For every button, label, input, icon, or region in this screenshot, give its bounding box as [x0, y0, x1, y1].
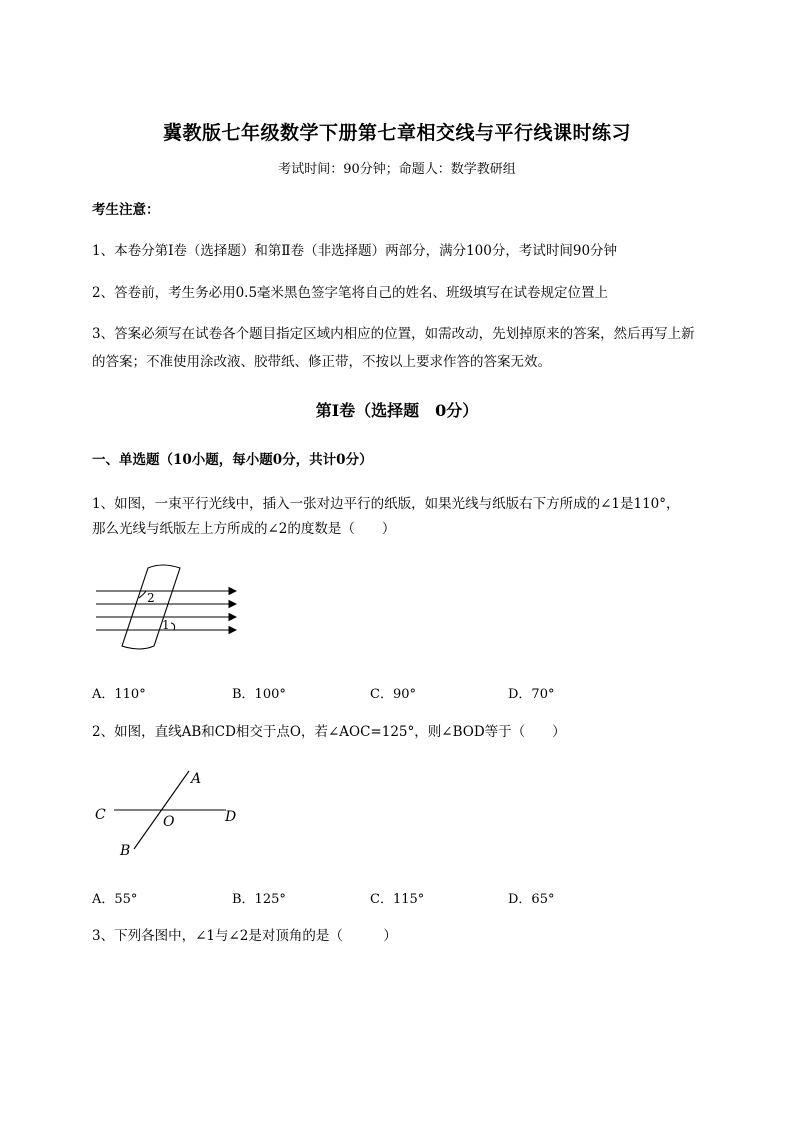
- question-3-line-1: 3、下列各图中，∠1与∠2是对顶角的是（ ）: [92, 928, 397, 944]
- section-title: 第I卷（选择题 0分）: [315, 401, 479, 420]
- q1-option-d[interactable]: D．70°: [508, 687, 555, 702]
- question-2-line-1: 2、如图，直线AB和CD相交于点O，若∠AOC=125°，则∠BOD等于（ ）: [92, 724, 566, 740]
- question-1-line-1: 1、如图，一束平行光线中，插入一张对边平行的纸版，如果光线与纸版右下方所成的∠1是110°，: [92, 496, 680, 512]
- point-c-label: C: [95, 807, 106, 823]
- q2-option-d[interactable]: D．65°: [508, 892, 555, 907]
- notice-item-3-cont: 的答案；不准使用涂改液、胶带纸、修正带，不按以上要求作答的答案无效。: [92, 354, 551, 370]
- paper-board: [122, 565, 180, 649]
- q2-option-a[interactable]: A．55°: [92, 892, 138, 907]
- q1-option-c[interactable]: C．90°: [370, 687, 416, 702]
- q1-option-b[interactable]: B．100°: [232, 687, 286, 702]
- point-b-label: B: [120, 843, 131, 859]
- notice-item-2: 2、答卷前，考生务必用0.5毫米黑色签字笔将自己的姓名、班级填写在试卷规定位置上: [92, 285, 609, 301]
- q2-option-b[interactable]: B．125°: [232, 892, 286, 907]
- point-a-label: A: [191, 771, 202, 787]
- point-d-label: D: [225, 809, 237, 825]
- part-heading: 一、单选题（10小题，每小题0分，共计0分）: [92, 452, 373, 468]
- angle-2-label: 2: [147, 591, 155, 605]
- question-1-figure: [92, 560, 247, 660]
- notice-item-3: 3、答案必须写在试卷各个题目指定区域内相应的位置，如需改动，先划掉原来的答案，然后再写上新: [92, 326, 695, 342]
- q2-option-c[interactable]: C．115°: [370, 892, 425, 907]
- angle-1-label: 1: [162, 618, 170, 632]
- angle-1-arc: [171, 623, 175, 630]
- notice-heading: 考生注意：: [92, 202, 160, 218]
- question-2-figure: [92, 765, 252, 865]
- notice-item-1: 1、本卷分第I卷（选择题）和第Ⅱ卷（非选择题）两部分，满分100分，考试时间90分钟: [92, 243, 618, 259]
- point-o-label: O: [163, 814, 175, 830]
- exam-title: 冀教版七年级数学下册第七章相交线与平行线课时练习: [162, 122, 631, 144]
- q1-option-a[interactable]: A．110°: [92, 687, 146, 702]
- exam-subtitle: 考试时间：90分钟；命题人：数学教研组: [278, 162, 516, 177]
- question-1-line-2: 那么光线与纸版左上方所成的∠2的度数是（ ）: [92, 521, 396, 537]
